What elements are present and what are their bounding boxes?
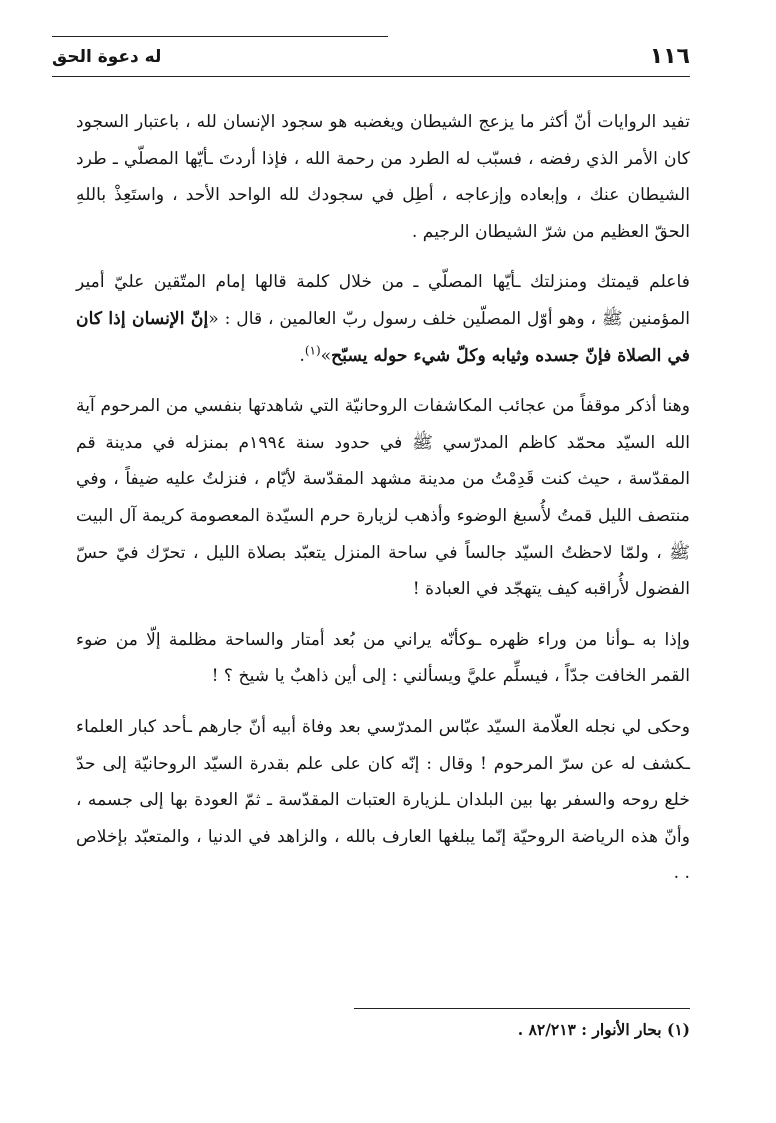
page-number: ١١٦: [649, 44, 690, 69]
running-title: له دعوة الحق: [52, 47, 162, 67]
page-body: [76, 104, 690, 892]
footnote-reference[interactable]: (١): [304, 342, 321, 357]
page-header: [52, 42, 690, 77]
paragraph-4: وإذا به ـوأنا من وراء ظهره ـوكأنّه يراني من بُعد أمتار والساحة مظلمة إلّا من ضوء القمر الخافت جدّاً ، فيسلِّم عليَّ ويسألني : إلى أين ذاهبٌ يا شيخ ؟ !: [76, 629, 690, 687]
paragraph-2: [76, 264, 690, 374]
top-rule: [52, 36, 388, 37]
paragraph-3: وهنا أذكر موقفاً من عجائب المكاشفات الروحانيّة التي شاهدتها بنفسي من المرحوم آية الله السيّد محمّد كاظم المدرّسي ﷺ في حدود سنة ١٩٩٤م بمنزله في مدينة قم المقدّسة ، حيث كنت قَدِمْتُ من مدينة مشهد المقدّسة لأيّام ، فنزلتُ عليه ضيفاً ، وفي منتصف الليل قمتُ لأُسبغ الوضوء وأذهب لزيارة حرم السيّدة المعصومة كريمة آل البيت ﷺ ، ولمّا لاحظتُ السيّد جالساً في ساحة المنزل يتعبّد بصلاة الليل ، تحرّك فيّ حسّ الفضول لأُراقبه كيف يتهجّد في العبادة !: [76, 396, 690, 600]
footnote-rule: [354, 1008, 690, 1009]
paragraph-1: تفيد الروايات أنّ أكثر ما يزعج الشيطان ويغضبه هو سجود الإنسان لله ، باعتبار السجود كان الأمر الذي رفضه ، فسبّب له الطرد من رحمة الله ، فإذا أردتَ ـأيّها المصلّي ـ طرد الشيطان عنك ، وإبعاده وإزعاجه ، أطِل في سجودك لله الواحد الأحد ، واستَعِذْ باللهِ الحقّ العظيم من شرّ الشيطان الرجيم .: [76, 112, 690, 242]
paragraph-2-end: .: [299, 345, 305, 366]
hadith-quote: إنّ الإنسان إذا كان في الصلاة فإنّ جسده وثيابه وكلّ شيء حوله يسبّح: [76, 308, 690, 366]
paragraph-2-text: فاعلم قيمتك ومنزلتك ـأيّها المصلّي ـ من خلال كلمة قالها إمام المتّقين عليّ أمير المؤمنين ﷺ ، وهو أوّل المصلّين خلف رسول ربّ العالمين ، قال : «: [76, 272, 690, 329]
footnote: (١) بحار الأنوار : ٨٢/٢١٣ .: [517, 1020, 690, 1039]
quote-close: »: [320, 345, 332, 366]
paragraph-5: وحكى لي نجله العلّامة السيّد عبّاس المدرّسي بعد وفاة أبيه أنّ جارهم ـأحد كبار العلماء ـكشف له عن سرّ المرحوم ! وقال : إنّه كان على علم بقدرة السيّد الروحانيّة إلى حدّ خلع روحه والسفر بها بين البلدان ـلزيارة العتبات المقدّسة ـ ثمّ العودة بها إلى جسمه ، وأنّ هذه الرياضة الروحيّة إنّما يبلغها العارف بالله ، والزاهد في الدنيا ، والمتعبّد بإخلاص . .: [76, 716, 690, 884]
